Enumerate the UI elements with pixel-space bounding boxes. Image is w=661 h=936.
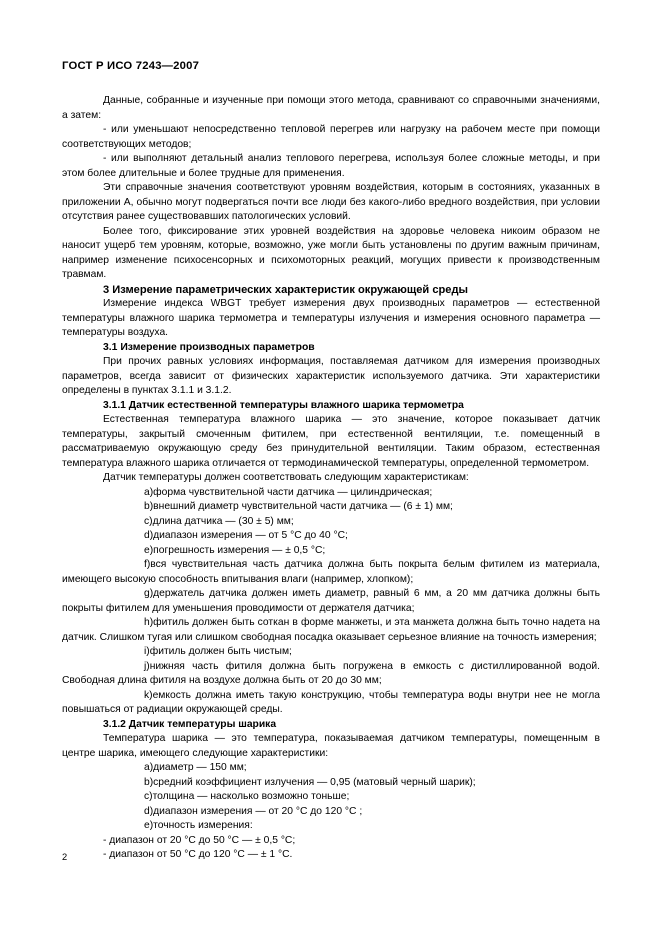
list-item-text: толщина — насколько возможно тоньше; [152, 791, 350, 802]
list-item-text: емкость должна иметь такую конструкцию, чтобы температура воды внутри нее не могла повышаться от радиации окружающей среды. [62, 689, 600, 715]
list-marker: d) [144, 530, 154, 541]
list-item-text: фитиль должен быть соткан в форме манжеты, и эта манжета должна быть точно надета на датчик. Слишком тугая или слишком свободная посадка оказывает серьезное влияние на точность измерения; [62, 617, 600, 643]
paragraph-wbgt-index: Измерение индекса WBGT требует измерения двух производных параметров — естественной температуры влажного шарика термометра и температуры излучения и измерения основного параметра — температуры воздуха. [62, 298, 600, 338]
paragraph-bullet-reduce: - или уменьшают непосредственно тепловой перегрев или нагрузку на рабочем месте при помощи соответствующих методов; [62, 124, 600, 150]
paragraph-bullet-analysis: - или выполняют детальный анализ теплового перегрева, используя более сложные методы, и при этом более длительные и более трудные для применения. [62, 153, 600, 179]
paragraph-exposure-levels: Более того, фиксирование этих уровней воздействия на здоровье человека никоим образом не наносит ущерб тем уровням, которые, возможно, уже могли быть установлены по другим важным причинам, например изменение психосенсорных и психомоторных реакций, могущих привести к производственным травмам. [62, 225, 600, 280]
list-sub-item: - диапазон от 20 °С до 50 °С — ± 0,5 °С; [103, 834, 296, 846]
list-item-text: диапазон измерения — от 5 °С до 40 °С; [153, 530, 348, 541]
list-marker: a) [144, 486, 154, 498]
list-item [62, 616, 600, 645]
list-item [62, 819, 600, 834]
paragraph-sensor-requirements-lead: Датчик температуры должен соответствовать следующим характеристикам: [103, 472, 469, 483]
list-marker: g) [144, 588, 154, 599]
list-marker: c) [144, 515, 153, 527]
list-sub-item: - диапазон от 50 °С до 120 °С — ± 1 °С. [103, 849, 293, 860]
list-item [62, 587, 600, 616]
list-item-text: погрешность измерения — ± 0,5 °С; [153, 544, 326, 556]
heading-section-3-1-2: 3.1.2 Датчик температуры шарика [103, 718, 277, 730]
list-item [62, 500, 600, 515]
heading-section-3-1: 3.1 Измерение производных параметров [103, 341, 315, 353]
list-marker: k) [144, 689, 153, 701]
standard-header: ГОСТ Р ИСО 7243—2007 [62, 60, 200, 72]
list-item-text: длина датчика — (30 ± 5) мм; [152, 515, 294, 527]
list-marker: h) [144, 617, 154, 628]
list-marker: a) [144, 762, 154, 773]
list-marker: e) [144, 820, 154, 831]
paragraph-sensor-info: При прочих равных условиях информация, поставляемая датчиком для измерения производных параметров, всегда зависит от физических характеристик используемого датчика. Эти характеристики определены в пунктах 3.1.1 и 3.1.2. [62, 356, 600, 396]
characteristics-list-wet-bulb [62, 486, 600, 718]
list-marker: c) [144, 791, 153, 802]
page-content [62, 94, 600, 863]
heading-section-3-1-1: 3.1.1 Датчик естественной температуры влажного шарика термометра [103, 399, 464, 411]
heading-section-3: 3 Измерение параметрических характеристик окружающей среды [103, 283, 468, 296]
list-item [62, 515, 600, 530]
list-item-text: фитиль должен быть чистым; [149, 646, 292, 657]
page-number: 2 [62, 852, 68, 862]
list-item [62, 486, 600, 501]
list-marker: e) [144, 544, 154, 556]
list-item [62, 645, 600, 660]
paragraph-intro-data: Данные, собранные и изученные при помощи этого метода, сравнивают со справочными значениями, а затем: [62, 95, 600, 121]
characteristics-list-globe [62, 761, 600, 863]
list-marker: b) [144, 776, 154, 788]
list-item-text: диаметр — 150 мм; [153, 762, 247, 773]
list-item-text: держатель датчика должен иметь диаметр, равный 6 мм, а 20 мм датчика должны быть покрыты фитилем для уменьшения проводимости от держателя датчика; [62, 588, 600, 614]
list-item [62, 805, 600, 820]
list-item [62, 558, 600, 587]
list-marker: j) [144, 660, 150, 672]
list-item-text: нижняя часть фитиля должна быть погружена в емкость с дистиллированной водой. Свободная длина фитиля на воздухе должна быть от 20 до 30 мм; [62, 660, 600, 686]
list-item-text: диапазон измерения — от 20 °С до 120 °С ; [153, 805, 363, 817]
list-marker: i) [144, 646, 150, 657]
list-item [62, 544, 600, 559]
list-item-text: вся чувствительная часть датчика должна быть покрыта белым фитилем из материала, имеющего высокую способность впитывания влаги (например, хлопком); [62, 559, 600, 585]
list-item [62, 529, 600, 544]
paragraph-natural-wet-bulb: Естественная температура влажного шарика — это значение, которое показывает датчик температуры, закрытый смоченным фитилем, при естественной вентиляции, т.е. помещенный в рассматриваемую окружающую среду без принудительной вентиляции. Таким образом, естественная температура влажного шарика отличается от термодинамической температуры, определенной термометром. [62, 414, 600, 469]
list-item-text: форма чувствительной части датчика — цилиндрическая; [153, 486, 433, 498]
list-item-text: внешний диаметр чувствительной части датчика — (6 ± 1) мм; [153, 501, 453, 512]
list-item-text: точность измерения: [153, 820, 253, 831]
list-item [62, 689, 600, 718]
list-marker: d) [144, 805, 154, 817]
list-marker: b) [144, 501, 154, 512]
list-marker: f) [144, 559, 151, 570]
list-item [62, 776, 600, 791]
list-item [62, 761, 600, 776]
list-item-text: средний коэффициент излучения — 0,95 (матовый черный шарик); [153, 776, 476, 788]
paragraph-reference-values: Эти справочные значения соответствуют уровням воздействия, которым в состояниях, указанных в приложении А, обычно могут подвергаться почти все люди без какого-либо вредного воздействия, при условии отсутствия ранее существовавших патологических условий. [62, 182, 600, 222]
list-item [62, 660, 600, 689]
list-item [62, 790, 600, 805]
paragraph-globe-temperature: Температура шарика — это температура, показываемая датчиком температуры, помещенным в центре шарика, имеющего следующие характеристики: [62, 733, 600, 759]
